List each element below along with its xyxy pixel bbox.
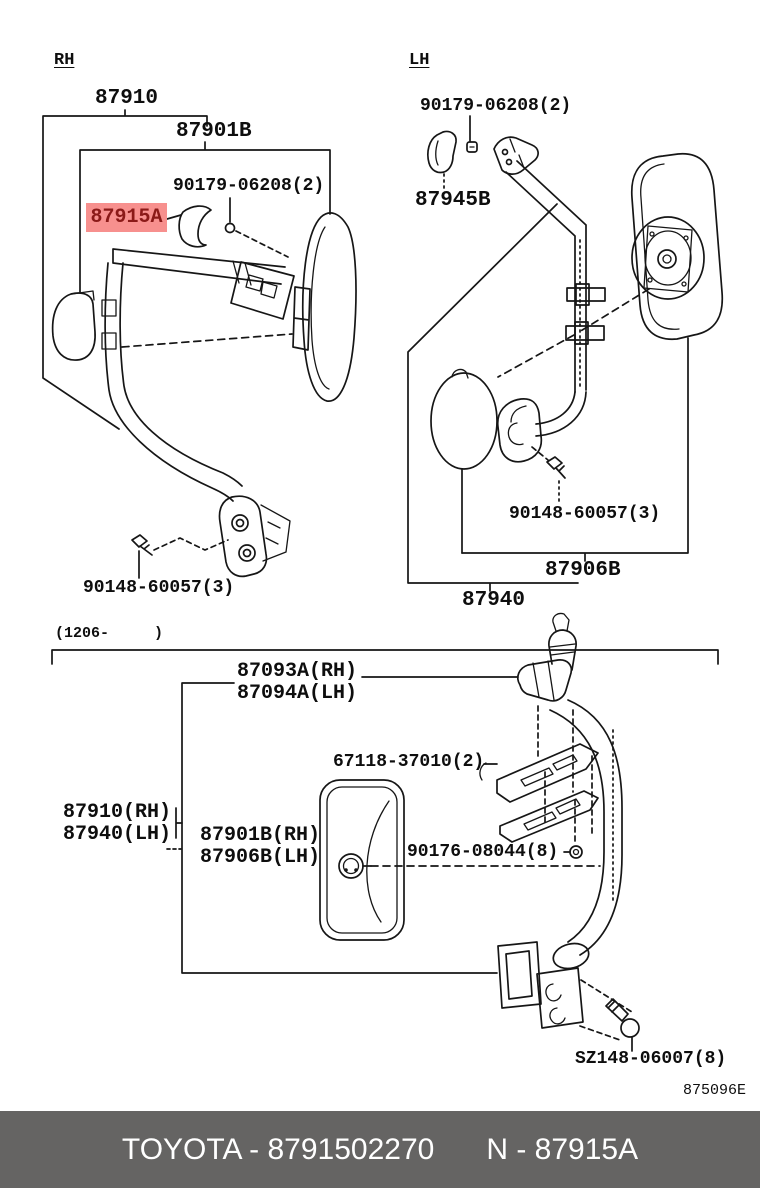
part-label-90148-rh: 90148-60057(3) (83, 578, 235, 598)
part-label-87910-rh: 87910(RH) (63, 801, 172, 824)
lh-cover-87945b-part (428, 131, 456, 190)
rh-cover-87915a-part (167, 206, 211, 247)
lh-screw-90148 (532, 447, 565, 503)
rh-base-bracket (220, 496, 291, 576)
part-label-87945b: 87945B (415, 189, 491, 212)
lh-screw-90179 (467, 116, 477, 152)
part-label-sz148: SZ148-06007(8) (575, 1049, 727, 1069)
highlighted-part-label-87915a[interactable]: 87915A (86, 203, 167, 232)
part-label-67118: 67118-37010(2) (333, 752, 485, 772)
footer-catalog-number: TOYOTA - 8791502270 (121, 1132, 435, 1166)
detail-mirror-head (320, 780, 404, 940)
rh-screw-90148 (132, 535, 228, 578)
part-label-87906b-lh: 87906B(LH) (200, 846, 321, 869)
lh-section-title: LH (409, 51, 430, 70)
part-label-87940-lh: 87940(LH) (63, 823, 172, 846)
figure-code: 875096E (683, 1082, 747, 1099)
part-label-87906b: 87906B (545, 559, 621, 582)
rh-section-title: RH (54, 51, 75, 70)
lh-mirror-head (632, 154, 723, 339)
detail-retainer-plates (480, 744, 598, 842)
part-label-90179-lh: 90179-06208(2) (420, 96, 572, 116)
rh-mirror-head (293, 213, 356, 401)
part-label-87093a-rh: 87093A(RH) (237, 660, 358, 683)
part-label-87910: 87910 (95, 87, 159, 110)
detail-pivot-clamp (518, 613, 576, 700)
detail-nut-90176 (564, 846, 582, 858)
part-label-87940: 87940 (462, 589, 526, 612)
part-label-87901b-rh: 87901B(RH) (200, 824, 321, 847)
date-range-label: (1206- ) (55, 625, 164, 642)
rh-screw-90179 (226, 198, 289, 257)
part-label-87901b: 87901B (176, 120, 252, 143)
detail-door-mount (498, 942, 583, 1028)
part-label-90179-rh: 90179-06208(2) (173, 176, 325, 196)
part-label-90148-lh: 90148-60057(3) (509, 504, 661, 524)
part-label-87094a-lh: 87094A(LH) (237, 682, 358, 705)
footer-part-reference: N - 87915A (486, 1132, 639, 1166)
footer-bar (0, 1111, 760, 1188)
part-label-90176: 90176-08044(8) (407, 842, 559, 862)
